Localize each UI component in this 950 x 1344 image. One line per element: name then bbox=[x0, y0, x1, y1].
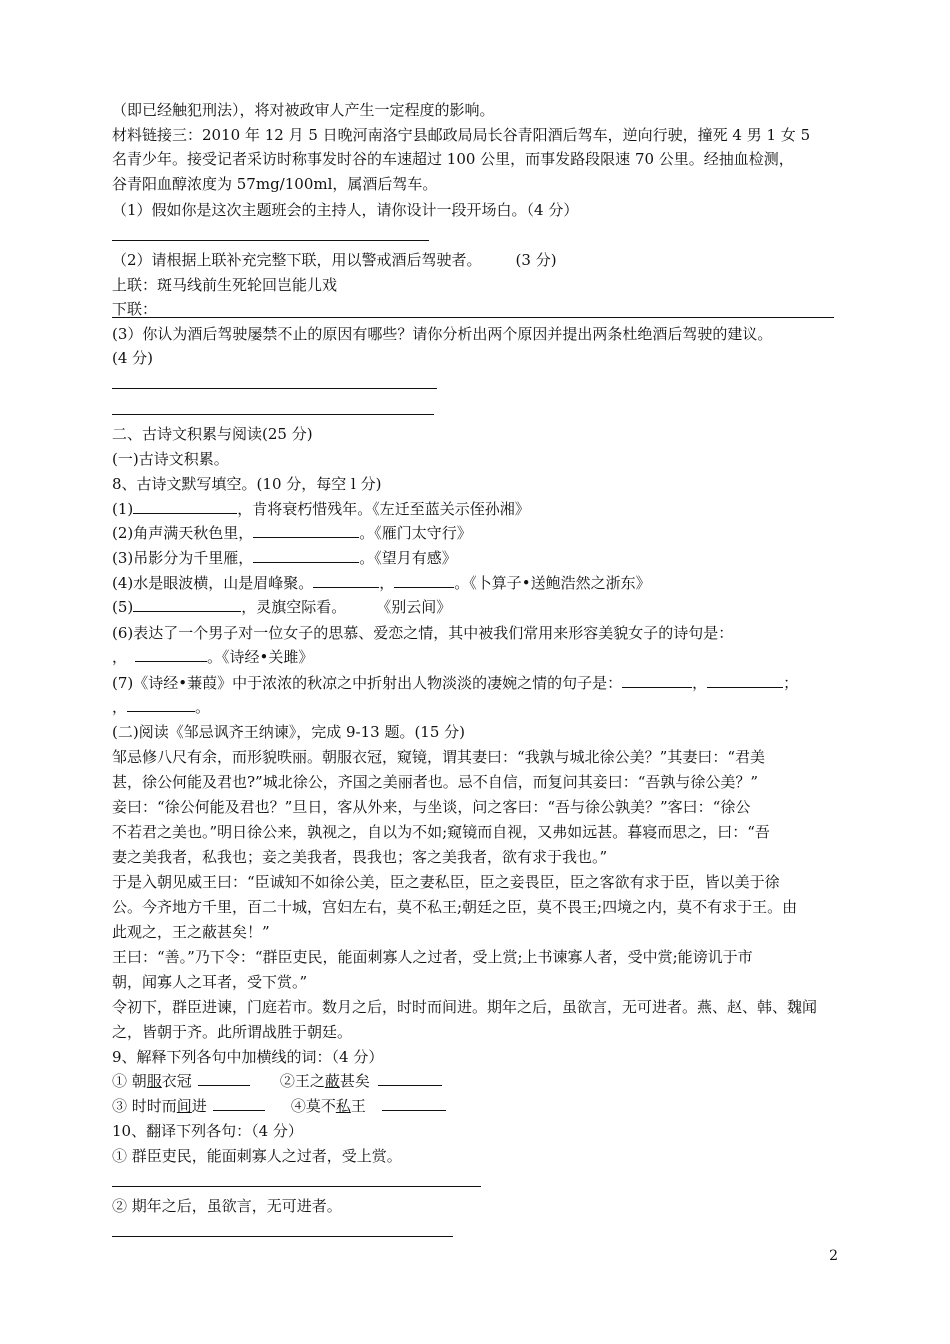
classical-text-line: 令初下，群臣进谏，门庭若市。数月之后，时时而间进。期年之后，虽欲言，无可进者。燕、赵、韩、魏闻 bbox=[112, 998, 818, 1016]
poem-item-6: (6)表达了一个男子对一位女子的思慕、爱恋之情，其中被我们常用来形容美貌女子的诗句是： bbox=[112, 624, 734, 642]
classical-text-line: 之，皆朝于齐。此所谓战胜于朝廷。 bbox=[112, 1023, 353, 1041]
classical-text-line: 妻之美我者，私我也；妾之美我者，畏我也；客之美我者，欲有求于我也。” bbox=[112, 848, 608, 866]
classical-text-line: 朝，闻寡人之耳者，受下赏。” bbox=[112, 973, 308, 991]
classical-text-line: 妾曰：“徐公何能及君也？”旦日，客从外来，与坐谈，问之客曰：“吾与徐公孰美？”客曰：“徐公 bbox=[112, 798, 751, 816]
question-2-text: （2）请根据上联补充完整下联，用以警戒酒后驾驶者。 bbox=[112, 251, 482, 269]
question-9: 9、解释下列各句中加横线的词：（4 分） bbox=[112, 1048, 384, 1066]
classical-text-line: 此观之，王之蔽甚矣！” bbox=[112, 923, 270, 941]
lower-couplet-label: 下联： bbox=[112, 300, 158, 318]
fill-blank[interactable] bbox=[133, 597, 241, 612]
fill-blank[interactable] bbox=[622, 673, 692, 688]
classical-text-line: 甚，徐公何能及君也?”城北徐公，齐国之美丽者也。忌不自信，而复问其妾曰：“吾孰与徐公美？” bbox=[112, 773, 759, 791]
fill-blank[interactable] bbox=[198, 1071, 250, 1086]
answer-line bbox=[112, 414, 434, 415]
answer-line bbox=[112, 388, 437, 389]
subsection-1-title: (一)古诗文积累。 bbox=[112, 450, 229, 468]
fill-blank[interactable] bbox=[394, 573, 454, 588]
question-3: (3）你认为酒后驾驶屡禁不止的原因有哪些？请你分析出两个原因并提出两条杜绝酒后驾驶的建议。 bbox=[112, 325, 773, 343]
answer-line bbox=[112, 317, 834, 318]
classical-text-line: 于是入朝见威王曰：“臣诚知不如徐公美，臣之妻私臣，臣之妾畏臣，臣之客欲有求于臣，皆以美于徐 bbox=[112, 873, 780, 891]
poem-item-2: (2)角声满天秋色里， 。《雁门太守行》 bbox=[112, 524, 472, 542]
fill-blank[interactable] bbox=[313, 573, 379, 588]
question-10: 10、翻译下列各句：（4 分） bbox=[112, 1122, 303, 1140]
underlined-word: 间 bbox=[176, 1097, 192, 1115]
poem-item-5: (5) ，灵旗空际看。 《别云间》 bbox=[112, 598, 452, 616]
poem-item-3: (3)吊影分为千里雁， 。《望月有感》 bbox=[112, 549, 457, 567]
poem-item-6-answer: ， 。《诗经•关雎》 bbox=[112, 648, 314, 666]
passage-line: （即已经触犯刑法），将对被政审人产生一定程度的影响。 bbox=[112, 101, 495, 119]
fill-blank[interactable] bbox=[133, 499, 237, 514]
classical-text-line: 公。今齐地方千里，百二十城，宫妇左右，莫不私王;朝廷之臣，莫不畏王;四境之内，莫不有求于王。由 bbox=[112, 898, 798, 916]
underlined-word: 私 bbox=[335, 1097, 351, 1115]
section-2-title: 二、古诗文积累与阅读(25 分) bbox=[112, 425, 313, 443]
classical-text-line: 不若君之美也。”明日徐公来，孰视之，自以为不如;窥镜而自视，又弗如远甚。暮寝而思之，曰：“吾 bbox=[112, 823, 770, 841]
fill-blank[interactable] bbox=[135, 647, 207, 662]
fill-blank[interactable] bbox=[127, 697, 195, 712]
subsection-2-title: (二)阅读《邹忌讽齐王纳谏》，完成 9-13 题。(15 分) bbox=[112, 723, 465, 741]
answer-line bbox=[112, 240, 429, 241]
answer-line bbox=[112, 1186, 481, 1187]
question-8: 8、古诗文默写填空。(10 分，每空 l 分) bbox=[112, 475, 382, 493]
fill-blank[interactable] bbox=[382, 1096, 446, 1111]
word-item-row-2: ③ 时时而间进 ④莫不私王 bbox=[112, 1096, 446, 1116]
classical-text-line: 邹忌修八尺有余，而形貌昳丽。朝服衣冠，窥镜，谓其妻曰：“我孰与城北徐公美？”其妻曰：“君美 bbox=[112, 748, 766, 766]
answer-line bbox=[112, 1236, 453, 1237]
question-2 bbox=[112, 250, 557, 270]
material-line: 谷青阳血醇浓度为 57mg/100ml，属酒后驾车。 bbox=[112, 175, 438, 193]
fill-blank[interactable] bbox=[213, 1096, 265, 1111]
poem-item-4: (4)水是眼波横，山是眉峰聚。 ， 。《卜算子•送鲍浩然之浙东》 bbox=[112, 574, 651, 592]
poem-item-7-cont: ， 。 bbox=[112, 698, 211, 716]
translation-item-2: ② 期年之后，虽欲言，无可进者。 bbox=[112, 1197, 342, 1215]
fill-blank[interactable] bbox=[253, 523, 359, 538]
fill-blank[interactable] bbox=[378, 1071, 442, 1086]
translation-item-1: ① 群臣吏民，能面刺寡人之过者，受上赏。 bbox=[112, 1147, 402, 1165]
material-line: 材料链接三：2010 年 12 月 5 日晚河南洛宁县邮政局局长谷青阳酒后驾车，逆向行驶，撞死 4 男 1 女 5 bbox=[112, 126, 811, 144]
underlined-word: 蔽 bbox=[324, 1072, 340, 1090]
question-3-score: (4 分) bbox=[112, 349, 154, 367]
classical-text-line: 王曰：“善。”乃下令：“群臣吏民，能面刺寡人之过者，受上赏;上书谏寡人者，受中赏;能谤讥于市 bbox=[112, 948, 753, 966]
poem-item-7: (7)《诗经•蒹葭》中于浓浓的秋凉之中折射出人物淡淡的凄婉之情的句子是： ， ； bbox=[112, 674, 799, 692]
poem-item-1: (1) ，肯将衰朽惜残年。《左迁至蓝关示侄孙湘》 bbox=[112, 500, 530, 518]
page-number: 2 bbox=[829, 1248, 838, 1264]
question-1: （1）假如你是这次主题班会的主持人，请你设计一段开场白。（4 分） bbox=[112, 201, 579, 219]
fill-blank[interactable] bbox=[253, 548, 359, 563]
word-item-row-1: ① 朝服衣冠 ②王之蔽甚矣 bbox=[112, 1071, 442, 1091]
underlined-word: 服 bbox=[146, 1072, 162, 1090]
upper-couplet: 上联：斑马线前生死轮回岂能儿戏 bbox=[112, 276, 338, 294]
material-line: 名青少年。接受记者采访时称事发时谷的车速超过 100 公里，而事发路段限速 70 公里。经抽血检测， bbox=[112, 150, 794, 168]
question-2-score: (3 分) bbox=[515, 251, 557, 269]
fill-blank[interactable] bbox=[707, 673, 783, 688]
